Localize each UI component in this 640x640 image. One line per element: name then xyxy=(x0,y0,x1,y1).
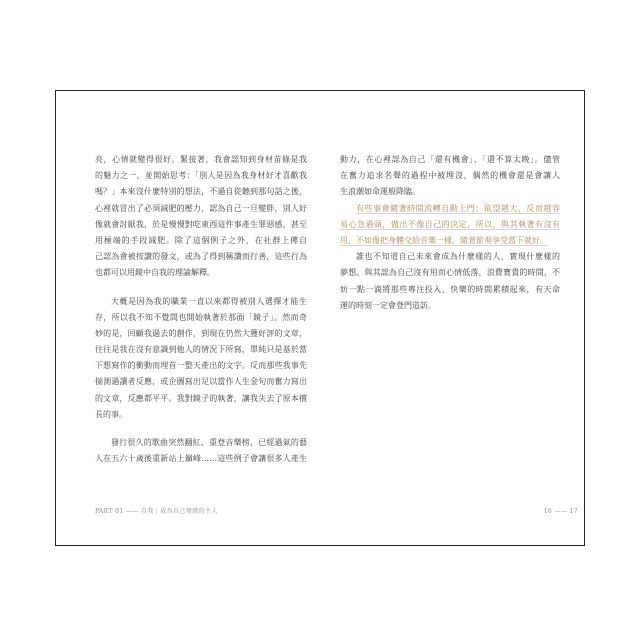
text-line: 在奮力追求名聲的過程中被埋沒，偶然的機會還是會讓人 xyxy=(340,171,560,181)
highlighted-text-line: 有些事會隨著時間流轉自動上門；欲望越大，反而越容 xyxy=(356,203,560,213)
text-line: 生浪潮如命運般降臨。 xyxy=(340,187,420,197)
text-line: 亮，心情就變得很好。緊接著，我會認知到身材苗條是我 xyxy=(95,155,307,164)
page-numbers: 16 —— 17 xyxy=(543,508,578,515)
text-line: 誰也不知道自己未來會成為什麼樣的人，實現什麼樣的 xyxy=(356,252,560,262)
text-line: 夢想。與其認為自己沒有用而心情低落，浪費寶貴的時間，不 xyxy=(340,268,560,278)
text-line: 己認為會被按讚的發文，或為了得到稱讚而行善，這些行為 xyxy=(95,252,307,262)
text-line: 的文章，反應都平平。我對鏡子的執著，讓我失去了原本擅 xyxy=(95,393,307,403)
text-line: 心裡就冒出了必須減肥的壓力，認為自己一旦變胖，別人好 xyxy=(95,203,307,213)
text-line: 存，所以我不知不覺間也開始執著於那面「鏡子」。然而奇 xyxy=(95,312,307,322)
paragraph xyxy=(95,152,307,282)
highlighted-paragraph xyxy=(340,201,560,250)
text-line: 妨一點一滴將那些專注投入、快樂的時間累積起來，有天命 xyxy=(340,284,560,294)
text-line: 用極端的手段減肥。除了這個例子之外，在社群上傳自 xyxy=(95,235,307,245)
paragraph xyxy=(340,249,560,314)
text-line: 的魅力之一，並開始思考：「別人是因為我身材好才喜歡我 xyxy=(95,171,307,181)
text-line: 妙的是，回顧我過去的創作，到現在仍然大獲好評的文章， xyxy=(95,328,307,338)
text-line: 運的時刻一定會登門造訪。 xyxy=(340,300,436,310)
highlighted-text-line: 易心急過頭，做出不像自己的決定，所以，與其執著有沒有 xyxy=(340,219,560,229)
text-line: 人在五六十歲後重新站上巔峰……這些例子會讓很多人產生 xyxy=(95,454,307,464)
text-line: 大概是因為我的職業一直以來都得被別人選擇才能生 xyxy=(111,296,307,306)
paragraph xyxy=(95,294,307,424)
text-line: 往往是我在沒有意識到他人的情況下所寫，單純只是基於當 xyxy=(95,345,307,355)
running-footer-chapter: PART 01 —— 自我｜成為自己情緒的主人 xyxy=(95,508,218,515)
text-line: 長的事。 xyxy=(95,409,127,419)
left-page-text xyxy=(95,152,307,467)
text-line: 動力，在心裡認為自己「還有機會」、「還不算太晚」。儘管 xyxy=(340,155,560,164)
text-line: 也都可以用鏡中自我的理論解釋。 xyxy=(95,268,215,278)
text-line: 發行很久的歌曲突然翻紅、重登音樂榜，已經過氣的藝 xyxy=(111,438,307,447)
highlighted-text-line: 用，不如像把身體交給音樂一樣，隨著節奏享受當下就好。 xyxy=(340,235,548,245)
text-line: 像就會討厭我，於是慢慢對吃東西這件事產生罪惡感，甚至 xyxy=(95,219,307,229)
text-line: 下想寫作的衝動而埋首一整天產出的文字。反而那些我事先 xyxy=(95,361,307,371)
paragraph xyxy=(95,435,307,467)
paragraph xyxy=(340,152,560,201)
text-line: 揣測過讀者反應，或企圖寫出足以當作人生金句而奮力寫出 xyxy=(95,377,307,387)
text-line: 嗎？」本來沒什麼特別的想法，不過自從聽到那句話之後， xyxy=(95,187,307,197)
right-page-text xyxy=(340,152,560,314)
